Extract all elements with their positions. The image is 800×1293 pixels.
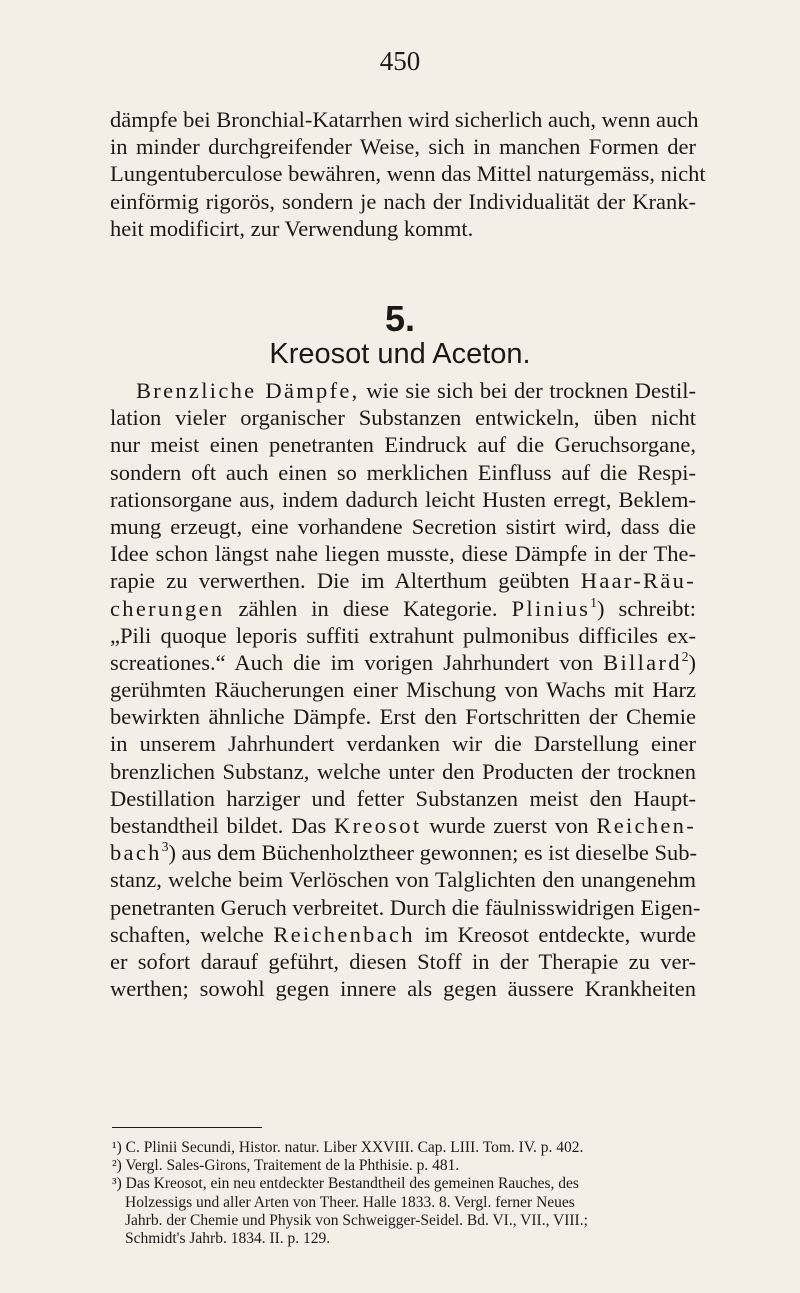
- intro-line: Lungentuberculose bewähren, wenn das Mittel naturgemäss, nicht: [110, 161, 706, 187]
- body-line: Idee schon längst nahe liegen musste, diese Dämpfe in der The-: [110, 541, 696, 567]
- section-number: 5.: [384, 298, 416, 339]
- intro-line: in minder durchgreifender Weise, sich in manchen Formen der: [110, 134, 696, 160]
- body-line: Brenzliche Dämpfe, wie sie sich bei der trocknen Destil-: [136, 378, 696, 403]
- body-line: „Pili quoque leporis suffiti extrahunt pulmonibus difficiles ex-: [110, 622, 696, 648]
- body-line: rapie zu verwerthen. Die im Alterthum geübten Haar-Räu-: [110, 568, 696, 594]
- emphasis-text: cherungen: [110, 595, 225, 621]
- emphasis-text: Billard: [603, 649, 682, 675]
- body-line: in unserem Jahrhundert verdanken wir die Darstellung einer: [110, 731, 696, 757]
- intro-line: dämpfe bei Bronchial-Katarrhen wird sicherlich auch, wenn auch: [110, 107, 699, 132]
- intro-paragraph: [110, 106, 706, 242]
- footnote: ³) Das Kreosot, ein neu entdeckter Bestandtheil des gemeinen Rauches, des: [112, 1175, 579, 1193]
- footnote: ¹) C. Plinii Secundi, Histor. natur. Liber XXVIII. Cap. LIII. Tom. IV. p. 402.: [112, 1139, 584, 1156]
- footnote: ²) Vergl. Sales-Girons, Traitement de la Phthisie. p. 481.: [112, 1157, 460, 1175]
- footnote-ref: 1: [590, 594, 597, 610]
- body-line: bach$^3$) aus dem Büchenholztheer gewonnen; es ist dieselbe Sub-: [110, 839, 698, 866]
- section-title: Kreosot und Aceton.: [269, 338, 531, 370]
- footnote-divider: [112, 1127, 262, 1128]
- emphasis-text: Haar-Räu-: [580, 568, 696, 594]
- body-line: nur meist einen penetranten Eindruck auf die Geruchsorgane,: [110, 432, 696, 458]
- intro-line: einförmig rigorös, sondern je nach der Individualität der Krank-: [110, 188, 696, 214]
- intro-line: heit modificirt, zur Verwendung kommt.: [110, 215, 474, 241]
- body-line: schaften, welche Reichenbach im Kreosot entdeckte, wurde: [110, 921, 697, 947]
- body-line: bestandtheil bildet. Das Kreosot wurde zuerst von Reichen-: [110, 813, 697, 838]
- footnote-continuation: Schmidt's Jahrb. 1834. II. p. 129.: [125, 1229, 331, 1247]
- body-line: er sofort darauf geführt, diesen Stoff in der Therapie zu ver-: [110, 948, 696, 974]
- footnote-continuation: Holzessigs und aller Arten von Theer. Halle 1833. 8. Vergl. ferner Neues: [125, 1193, 575, 1211]
- body-line: screationes.“ Auch die im vorigen Jahrhundert von Billard$^2$): [110, 648, 696, 675]
- footnotes: [112, 1139, 698, 1248]
- body-line: gerühmten Räucherungen einer Mischung von Wachs mit Harz: [110, 677, 696, 703]
- emphasis-text: Reichenbach: [273, 921, 415, 947]
- body-line: bewirkten ähnliche Dämpfe. Erst den Fortschritten der Chemie: [110, 704, 696, 730]
- body-line: cherungen zählen in diese Kategorie. Plinius$^1$) schreibt:: [110, 594, 696, 621]
- body-line: sondern oft auch einen so merklichen Einfluss auf die Respi-: [110, 459, 696, 485]
- body-line: rationsorgane aus, indem dadurch leicht Husten erregt, Beklem-: [110, 486, 696, 512]
- body-line: penetranten Geruch verbreitet. Durch die fäulnisswidrigen Eigen-: [110, 894, 701, 920]
- body-line: lation vieler organischer Substanzen entwickeln, üben nicht: [110, 405, 696, 431]
- page-number: 450: [379, 46, 421, 76]
- footnote-continuation: Jahrb. der Chemie und Physik von Schweigger-Seidel. Bd. VI., VII., VIII.;: [125, 1211, 588, 1229]
- body-line: stanz, welche beim Verlöschen von Talglichten den unangenehm: [110, 867, 696, 893]
- emphasis-text: Reichen-: [596, 813, 697, 838]
- body-line: brenzlichen Substanz, welche unter den Producten der trocknen: [110, 758, 696, 784]
- emphasis-text: Kreosot: [334, 813, 422, 838]
- body-paragraph: [110, 377, 701, 1002]
- body-line: werthen; sowohl gegen innere als gegen äussere Krankheiten: [110, 976, 696, 1002]
- emphasis-text: bach: [110, 840, 162, 866]
- footnote-ref: 3: [161, 839, 169, 855]
- body-line: Destillation harziger und fetter Substanzen meist den Haupt-: [110, 785, 696, 811]
- body-line: mung erzeugt, eine vorhandene Secretion sistirt wird, dass die: [110, 513, 696, 539]
- emphasis-text: Plinius: [511, 595, 591, 621]
- footnote-ref: 2: [681, 648, 689, 664]
- emphasis-text: Brenzliche Dämpfe,: [136, 378, 360, 403]
